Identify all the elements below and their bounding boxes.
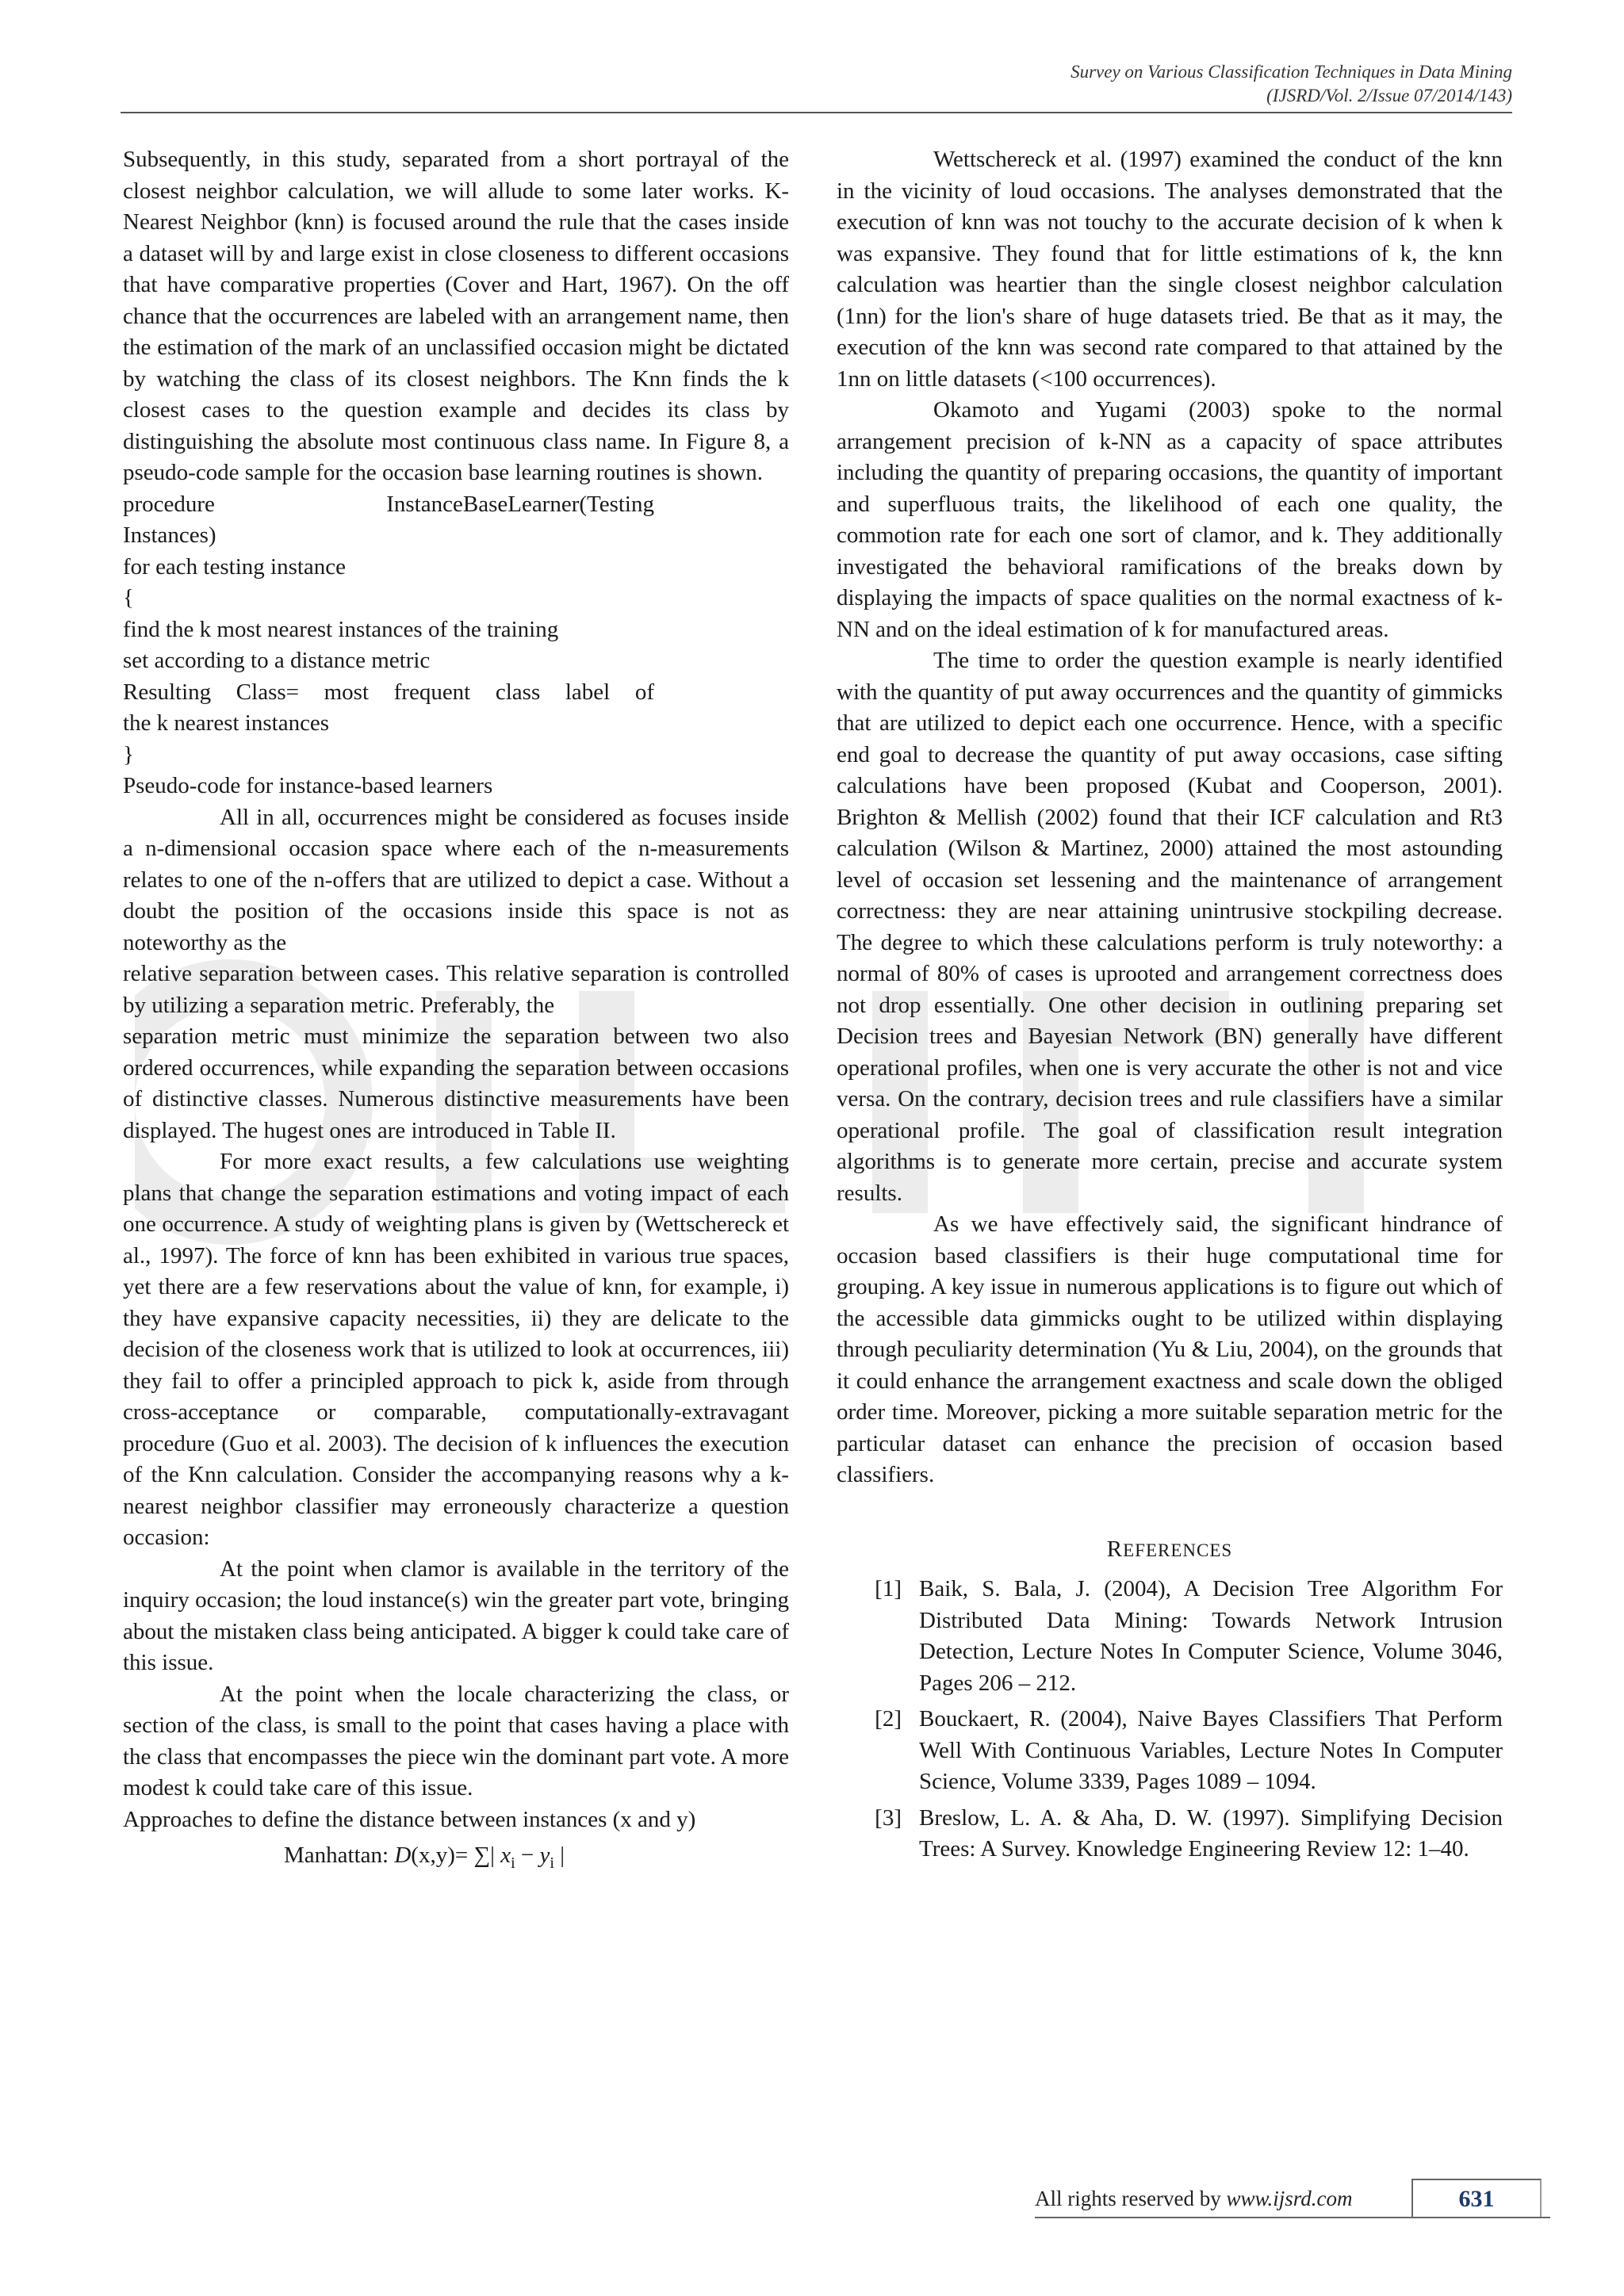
formula-y: y — [539, 1843, 550, 1868]
left-paragraph-4: At the point when clamor is available in the territory of the inquiry occasion; the loud instance(s) win the greater part vote, bringing about the mistaken class being anticipated. A bigger k could take care of this issue. — [123, 1556, 789, 1675]
footer-rights — [1035, 2184, 1352, 2213]
reference-item — [837, 1704, 1503, 1798]
left-paragraph-2c: separation metric must minimize the separation between two also ordered occurrences, while expanding the separation between occasions of distinctive classes. Numerous distinctive measurements have been displayed. The hugest ones are introduced in Table II. — [123, 1024, 789, 1143]
code-line: the k nearest instances — [123, 710, 330, 736]
header-rule — [121, 112, 1512, 113]
right-column — [837, 144, 1503, 1870]
header-title: Survey on Various Classification Techniques in Data Mining — [1071, 62, 1512, 82]
left-paragraph-2b: relative separation between cases. This relative separation is controlled by utilizing a separation metric. Preferably, the — [123, 961, 789, 1018]
formula-label: Manhattan: — [284, 1843, 395, 1868]
pseudo-code-block — [123, 489, 654, 802]
reference-text: Breslow, L. A. & Aha, D. W. (1997). Simplifying Decision Trees: A Survey. Knowledge Engineering Review 12: 1–40. — [919, 1804, 1503, 1862]
code-line: Resulting Class= most frequent class label of — [123, 679, 654, 705]
reference-item — [837, 1803, 1503, 1866]
footer-rights-text: All rights reserved by — [1035, 2187, 1227, 2210]
formula-args: (x,y) — [411, 1843, 455, 1868]
footer-site-link[interactable]: www.ijsrd.com — [1226, 2187, 1353, 2210]
code-caption: Pseudo-code for instance-based learners — [123, 773, 493, 798]
left-paragraph-3: For more exact results, a few calculations use weighting plans that change the separation estimations and voting impact of each one occurrence. A study of weighting plans is given by (Wettschereck et al., 1997). The force of knn has been exhibited in various true spaces, yet there are a few reservations about the value of knn, for example, i) they have expansive capacity necessities, ii) they are delicate to the decision of the closeness work that is utilized to look at occurrences, iii) they fail to offer a principled approach to pick k, aside from through cross-acceptance or comparable, computationally-extravagant procedure (Guo et al. 2003). The decision of k influences the execution of the Knn calculation. Consider the accompanying reasons why a k-nearest neighbor classifier may erroneously characterize a question occasion: — [123, 1149, 789, 1550]
formula-sub: i — [511, 1854, 515, 1872]
references-heading-rest: EFERENCES — [1123, 1540, 1233, 1560]
right-paragraph-3: The time to order the question example is nearly identified with the quantity of put away occurrences and the quantity of gimmicks that are utilized to depict each one occurrence. Hence, with a specific end goal to decrease the quantity of put away occasions, case sifting calculations have been proposed (Kubat and Cooperson, 2001). Brighton & Mellish (2002) found that their ICF calculation and Rt3 calculation (Wilson & Martinez, 2000) attained the most astounding level of occasion set lessening and the maintenance of arrangement correctness: they are near attaining unintrusive stockpiling decrease. The degree to which these calculations perform is truly noteworthy: a normal of 80% of cases is uprooted and arrangement correctness does not drop essentially. One other decision in outlining preparing set Decision trees and Bayesian Network (BN) generally have different operational profiles, when one is very accurate the other is not and vice versa. On the contrary, decision trees and rule classifiers have a similar operational profile. The goal of classification result integration algorithms is to generate more certain, precise and accurate system results. — [837, 648, 1503, 1206]
page-number: 631 — [1411, 2179, 1542, 2218]
reference-text: Bouckaert, R. (2004), Naive Bayes Classifiers That Perform Well With Continuous Variables, Lecture Notes In Computer Science, Volume 3339, Pages 1089 – 1094. — [919, 1706, 1503, 1794]
code-line: procedure InstanceBaseLearner(Testing — [123, 491, 654, 517]
manhattan-formula — [284, 1840, 789, 1879]
code-line: for each testing instance — [123, 553, 347, 580]
references-heading — [837, 1534, 1503, 1567]
reference-number: [2] — [875, 1706, 902, 1732]
header-citation: (IJSRD/Vol. 2/Issue 07/2014/143) — [1266, 86, 1512, 105]
formula-sub: i — [550, 1854, 554, 1872]
right-paragraph-4: As we have effectively said, the significant hindrance of occasion based classifiers is their huge computational time for grouping. A key issue in numerous applications is to figure out which of the accessible data gimmicks ought to be utilized within displaying through peculiarity determination (Yu & Liu, 2004), on the grounds that it could enhance the arrangement exactness and scale down the obliged order time. Moreover, picking a more suitable separation metric for the particular dataset can enhance the precision of occasion based classifiers. — [837, 1211, 1503, 1487]
formula-sum: = ∑| — [454, 1843, 501, 1868]
left-paragraph-1: Subsequently, in this study, separated from a short portrayal of the closest neighbor calculation, we will allude to some later works. K-Nearest Neighbor (knn) is focused around the rule that the cases inside a dataset will by and large exist in close closeness to different occasions that have comparative properties (Cover and Hart, 1967). On the off chance that the occurrences are labeled with an arrangement name, then the estimation of the mark of an unclassified occasion might be dictated by watching the class of its closest neighbors. The Knn finds the k closest cases to the question example and decides its class by distinguishing the absolute most continuous class name. In Figure 8, a pseudo-code sample for the occasion base learning routines is shown. — [123, 147, 789, 485]
code-line: set according to a distance metric — [123, 648, 431, 673]
reference-text: Baik, S. Bala, J. (2004), A Decision Tree Algorithm For Distributed Data Mining: Towards Network Intrusion Detection, Lecture Notes In Computer Science, Volume 3046, Pages 206 – 212. — [919, 1576, 1503, 1696]
code-line: find the k most nearest instances of the training — [123, 616, 559, 642]
left-paragraph-2: All in all, occurrences might be considered as focuses inside a n-dimensional occasion space where each of the n-measurements relates to one of the n-offers that are utilized to depict a case. Without a doubt the position of the occasions inside this space is not as noteworthy as the — [123, 804, 789, 955]
left-paragraph-6: Approaches to define the distance between instances (x and y) — [123, 1806, 696, 1832]
reference-number: [1] — [875, 1576, 902, 1601]
left-column — [123, 144, 789, 1879]
reference-item — [837, 1574, 1503, 1699]
code-line: Instances) — [123, 522, 216, 548]
code-line: { — [123, 585, 134, 610]
references-heading-initial: R — [1106, 1536, 1124, 1562]
right-paragraph-1: Wettschereck et al. (1997) examined the conduct of the knn in the vicinity of loud occasions. The analyses demonstrated that the execution of knn was not touchy to the accurate decision of k when k was expansive. They found that for little estimations of k, the knn calculation was heartier than the single closest neighbor calculation (1nn) for the lion's share of huge datasets tried. Be that as it may, the execution of the knn was second rate compared to that attained by the 1nn on little datasets (<100 occurrences). — [837, 147, 1503, 392]
right-paragraph-2: Okamoto and Yugami (2003) spoke to the normal arrangement precision of k-NN as a capacity of space attributes including the quantity of preparing occasions, the quantity of important and superfluous traits, the likelihood of each one quality, the commotion rate for each one sort of clamor, and k. They additionally investigated the behavioral ramifications of the breaks down by displaying the impacts of space qualities on the normal exactness of k-NN and on the ideal estimation of k for manufactured areas. — [837, 397, 1503, 642]
formula-d: D — [394, 1843, 412, 1868]
formula-end: | — [553, 1843, 565, 1868]
reference-number: [3] — [875, 1804, 902, 1831]
formula-minus: − — [515, 1843, 540, 1868]
running-header — [1071, 60, 1512, 108]
code-line: } — [123, 741, 134, 767]
footer-rule — [1035, 2217, 1550, 2218]
formula-x: x — [500, 1843, 511, 1868]
left-paragraph-5: At the point when the locale characterizing the class, or section of the class, is small to the point that cases having a place with the class that encompasses the piece win the dominant part vote. A more modest k could take care of this issue. — [123, 1681, 789, 1800]
